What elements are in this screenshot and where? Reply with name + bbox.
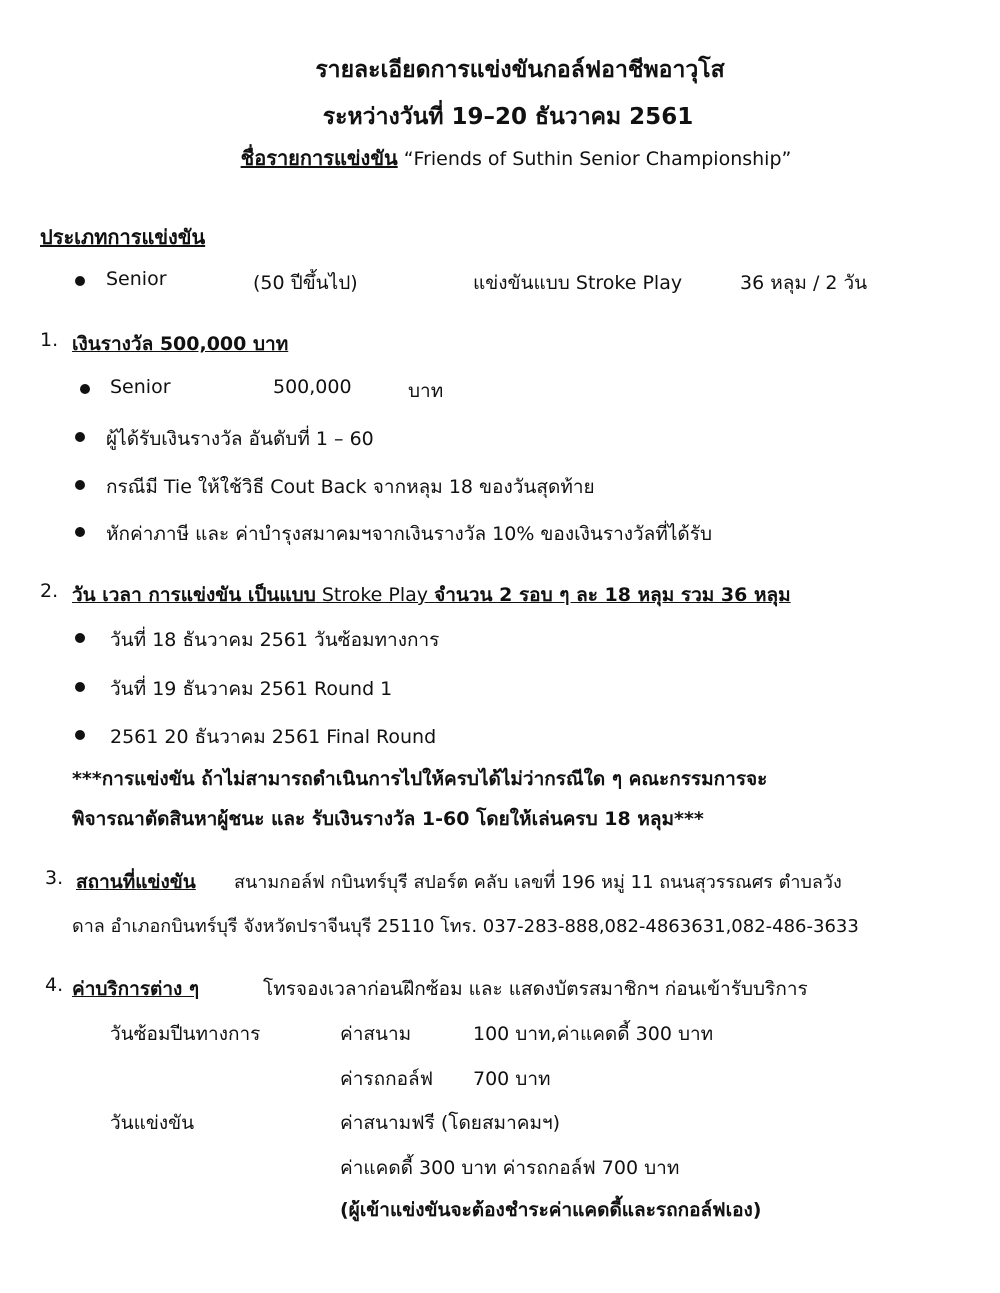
competition-fee-note: (ผู้เข้าแข่งขันจะต้องชำระค่าแคดดี้และรถกอล์ฟเอง) — [340, 1199, 762, 1221]
list-item — [0, 424, 1000, 454]
fee-row — [0, 1064, 1000, 1094]
bullet-icon — [75, 730, 85, 740]
note-line-2: พิจารณาตัดสินหาผู้ชนะ และ รับเงินรางวัล 1-60 โดยให้เล่นครบ 18 หลุม*** — [72, 808, 704, 830]
section-title-part: จำนวน 2 รอบ ๆ ละ 18 หลุม รวม 36 หลุม — [434, 584, 791, 606]
section-title: ค่าบริการต่าง ๆ — [72, 978, 200, 1000]
category-age: (50 ปีขึ้นไป) — [253, 272, 358, 294]
tournament-name-value: “Friends of Suthin Senior Championship” — [403, 148, 792, 170]
list-item — [0, 472, 1000, 502]
category-row — [0, 268, 1000, 298]
fee-row — [0, 1019, 1000, 1049]
section-4-heading — [0, 974, 1000, 1004]
list-item-text: วันที่ 19 ธันวาคม 2561 Round 1 — [110, 678, 393, 700]
course-fee-label: ค่าสนาม — [340, 1023, 412, 1045]
bullet-icon — [75, 276, 85, 286]
note-line-1: ***การแข่งขัน ถ้าไม่สามารถดำเนินการไปให้ครบได้ไม่ว่ากรณีใด ๆ คณะกรรมการจะ — [72, 768, 768, 790]
competition-day-label: วันแข่งขัน — [110, 1112, 195, 1134]
competition-course-fee: ค่าสนามฟรี (โดยสมาคมฯ) — [340, 1112, 561, 1134]
list-item-text: กรณีมี Tie ให้ใช้วิธี Cout Back จากหลุม 18 ของวันสุดท้าย — [106, 476, 595, 498]
bullet-icon — [75, 480, 85, 490]
list-item-text: วันที่ 18 ธันวาคม 2561 วันซ้อมทางการ — [110, 629, 440, 651]
bullet-icon — [75, 633, 85, 643]
list-item-text: ผู้ได้รับเงินรางวัล อันดับที่ 1 – 60 — [106, 428, 374, 450]
category-holes: 36 หลุม / 2 วัน — [740, 272, 868, 294]
section-number: 2. — [40, 580, 59, 602]
venue-line-1: สนามกอล์ฟ กบินทร์บุรี สปอร์ต คลับ เลขที่ 196 หมู่ 11 ถนนสุวรรณศร ตำบลวัง — [234, 872, 842, 893]
list-item — [0, 625, 1000, 655]
bullet-icon — [75, 527, 85, 537]
prize-row — [0, 376, 1000, 406]
cart-fee-value: 700 บาท — [473, 1068, 551, 1090]
bullet-icon — [75, 682, 85, 692]
course-fee-value: 100 บาท,ค่าแคดดี้ 300 บาท — [473, 1023, 714, 1045]
date-range: ระหว่างวันที่ 19–20 ธันวาคม 2561 — [322, 104, 694, 130]
category-heading: ประเภทการแข่งขัน — [40, 225, 206, 249]
document-title: รายละเอียดการแข่งขันกอล์ฟอาชีพอาวุโส — [315, 57, 725, 83]
section-title-part: Stroke Play — [321, 584, 429, 606]
services-intro: โทรจองเวลาก่อนฝึกซ้อม และ แสดงบัตรสมาชิกฯ ก่อนเข้ารับบริการ — [263, 978, 808, 1000]
section-number: 1. — [40, 329, 59, 351]
section-title — [72, 580, 791, 610]
competition-caddy-fee: ค่าแคดดี้ 300 บาท ค่ารถกอล์ฟ 700 บาท — [340, 1157, 680, 1179]
bullet-icon — [80, 384, 90, 394]
venue-line-2: ดาล อำเภอกบินทร์บุรี จังหวัดปราจีนบุรี 25110 โทร. 037-283-888,082-4863631,082-486-3633 — [72, 916, 859, 937]
list-item-text: 2561 20 ธันวาคม 2561 Final Round — [110, 726, 437, 748]
prize-unit: บาท — [408, 380, 444, 402]
list-item — [0, 519, 1000, 549]
section-number: 3. — [45, 867, 64, 889]
tournament-name-label: ชื่อรายการแข่งขัน — [240, 146, 398, 170]
tournament-name — [16, 142, 1000, 174]
bullet-icon — [75, 432, 85, 442]
cart-fee-label: ค่ารถกอล์ฟ — [340, 1068, 434, 1090]
section-3 — [0, 867, 1000, 897]
prize-type: Senior — [110, 376, 171, 398]
fee-row — [0, 1108, 1000, 1138]
section-2-heading — [0, 580, 1000, 610]
category-format: แข่งขันแบบ Stroke Play — [473, 272, 683, 294]
practice-day-label: วันซ้อมปีนทางการ — [110, 1023, 261, 1045]
list-item-text: หักค่าภาษี และ ค่าบำรุงสมาคมฯจากเงินรางวัล 10% ของเงินรางวัลที่ได้รับ — [106, 523, 713, 545]
section-1-heading — [0, 329, 1000, 359]
section-number: 4. — [45, 974, 64, 996]
section-title: เงินรางวัล 500,000 บาท — [72, 333, 289, 355]
category-type: Senior — [106, 268, 167, 290]
section-title: สถานที่แข่งขัน — [76, 871, 196, 893]
prize-amount: 500,000 — [273, 376, 352, 398]
list-item — [0, 722, 1000, 752]
list-item — [0, 674, 1000, 704]
section-title-part: วัน เวลา การแข่งขัน เป็นแบบ — [72, 584, 316, 606]
